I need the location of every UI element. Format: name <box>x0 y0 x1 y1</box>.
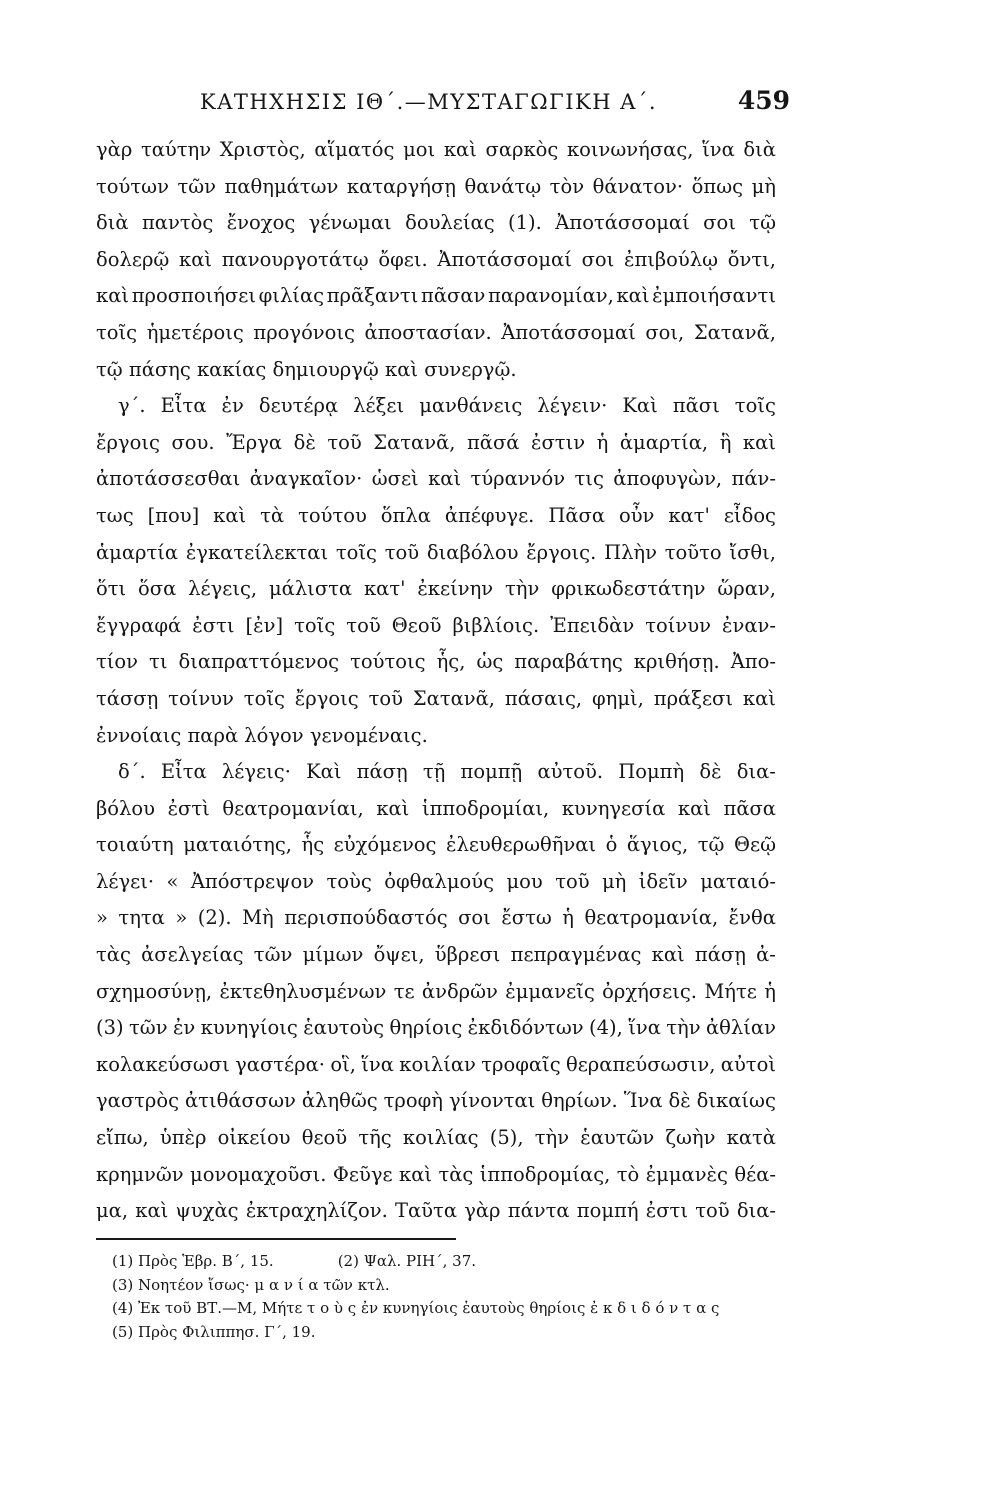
text-line: γὰρ ταύτην Χριστὸς, αἵματός μοι καὶ σαρκὸς κοινωνήσας, ἵνα διὰ <box>96 138 776 161</box>
text-line: ἔγγραφά ἐστι [ἐν] τοῖς τοῦ Θεοῦ βιβλίοις. Ἐπειδὰν τοίνυν ἐναν- <box>96 613 776 637</box>
text-line: λέγει· « Ἀπόστρεψον τοὺς ὀφθαλμούς μου τοῦ μὴ ἰδεῖν ματαιό- <box>96 869 776 893</box>
text-line: καὶ προσποιήσει φιλίας πρᾶξαντι πᾶσαν παρανομίαν, καὶ ἐμποιήσαντι <box>96 284 776 308</box>
text-line: εἴπω, ὑπὲρ οἰκείου θεοῦ τῆς κοιλίας (5), τὴν ἑαυτῶν ζωὴν κατὰ <box>96 1126 776 1150</box>
text-line: ὅτι ὅσα λέγεις, μάλιστα κατ' ἐκείνην τὴν φρικωδεστάτην ὥραν, <box>96 577 776 601</box>
text-line: τοῖς ἡμετέροις προγόνοις ἀποστασίαν. Ἀποτάσσομαί σοι, Σατανᾶ, <box>96 320 776 344</box>
text-line: σχημοσύνῃ, ἐκτεθηλυσμένων τε ἀνδρῶν ἐμμανεῖς ὀρχήσεις. Μήτε ἡ <box>96 979 776 1003</box>
text-line: τοιαύτη ματαιότης, ἧς εὐχόμενος ἐλευθερωθῆναι ὁ ἅγιος, τῷ Θεῷ <box>96 833 776 857</box>
running-head <box>200 86 790 122</box>
text-line: κολακεύσωσι γαστέρα· οἳ, ἵνα κοιλίαν τροφαῖς θεραπεύσωσιν, αὐτοὶ <box>96 1052 776 1076</box>
text-line: ἁμαρτία ἐγκατείλεκται τοῖς τοῦ διαβόλου ἔργοις. Πλὴν τοῦτο ἴσθι, <box>96 540 776 564</box>
footnote-1: (1) Πρὸς Ἑβρ. Β΄, 15. <box>112 1252 274 1270</box>
text-line: τούτων τῶν παθημάτων καταργήσῃ θανάτῳ τὸν θάνατον· ὅπως μὴ <box>96 174 776 198</box>
page-number: 459 <box>737 86 790 115</box>
text-line: δολερῷ καὶ πανουργοτάτῳ ὄφει. Ἀποτάσσομαί σοι ἐπιβούλῳ ὄντι, <box>96 247 776 271</box>
footnote-row <box>112 1250 792 1274</box>
text-line: (3) τῶν ἐν κυνηγίοις ἑαυτοὺς θηρίοις ἐκδιδόντων (4), ἵνα τὴν ἀθλίαν <box>96 1016 776 1040</box>
text-line: ἀποτάσσεσθαι ἀναγκαῖον· ὡσεὶ καὶ τύραννόν τις ἀποφυγὼν, πάν- <box>96 467 776 491</box>
text-line: ἔργοις σου. Ἔργα δὲ τοῦ Σατανᾶ, πᾶσά ἐστιν ἡ ἁμαρτία, ἣ καὶ <box>96 430 776 454</box>
footnotes <box>112 1250 792 1344</box>
running-title: ΚΑΤΗΧΗΣΙΣ ΙΘ΄.—ΜΥΣΤΑΓΩΓΙΚΗ Α΄. <box>200 90 658 114</box>
text-line: τίον τι διαπραττόμενος τούτοις ἧς, ὡς παραβάτης κριθήσῃ. Ἀπο- <box>96 650 776 674</box>
text-line: μα, καὶ ψυχὰς ἐκτραχηλίζον. Ταῦτα γὰρ πάντα πομπή ἐστι τοῦ δια- <box>96 1199 776 1223</box>
text-line: κρημνῶν μονομαχοῦσι. Φεῦγε καὶ τὰς ἱπποδρομίας, τὸ ἐμμανὲς θέα- <box>96 1162 776 1186</box>
text-line: τως [που] καὶ τὰ τούτου ὅπλα ἀπέφυγε. Πᾶσα οὖν κατ' εἶδος <box>96 503 776 527</box>
text-line: ἐννοίαις παρὰ λόγον γενομέναις. <box>96 723 428 747</box>
footnote-rule <box>96 1238 456 1240</box>
footnote-2: (2) Ψαλ. ΡΙΗ΄, 37. <box>337 1252 477 1270</box>
footnote-4: (4) Ἐκ τοῦ ΒΤ.—Μ, Μήτε τ ο ὺ ς ἐν κυνηγίοις ἑαυτοὺς θηρίοις ἐ κ δ ι δ ό ν τ α ς <box>112 1299 720 1317</box>
footnote-3: (3) Νοητέον ἴσως· μ α ν ί α τῶν κτλ. <box>112 1275 390 1294</box>
text-line: » τητα » (2). Μὴ περισπούδαστός σοι ἔστω ἡ θεατρομανία, ἔνθα <box>96 906 776 930</box>
text-line: γαστρὸς ἀτιθάσσων ἀληθῶς τροφὴ γίνονται θηρίων. Ἵνα δὲ δικαίως <box>96 1089 776 1113</box>
text-line: δ΄. Εἶτα λέγεις· Καὶ πάσῃ τῇ πομπῇ αὐτοῦ. Πομπὴ δὲ δια- <box>118 760 776 784</box>
text-line: γ΄. Εἶτα ἐν δευτέρᾳ λέξει μανθάνεις λέγειν· Καὶ πᾶσι τοῖς <box>118 394 776 418</box>
text-line: τῷ πάσης κακίας δημιουργῷ καὶ συνεργῷ. <box>96 357 517 381</box>
text-line: τὰς ἀσελγείας τῶν μίμων ὄψει, ὕβρεσι πεπραγμένας καὶ πάσῃ ἀ- <box>96 943 776 967</box>
text-line: βόλου ἐστὶ θεατρομανίαι, καὶ ἱπποδρομίαι, κυνηγεσία καὶ πᾶσα <box>96 796 776 820</box>
text-line: τάσσῃ τοίνυν τοῖς ἔργοις τοῦ Σατανᾶ, πάσαις, φημὶ, πράξεσι καὶ <box>96 686 776 710</box>
text-line: διὰ παντὸς ἔνοχος γένωμαι δουλείας (1). Ἀποτάσσομαί σοι τῷ <box>96 211 776 235</box>
footnote-5: (5) Πρὸς Φιλιππησ. Γ΄, 19. <box>112 1322 316 1341</box>
main-text <box>96 132 776 1230</box>
